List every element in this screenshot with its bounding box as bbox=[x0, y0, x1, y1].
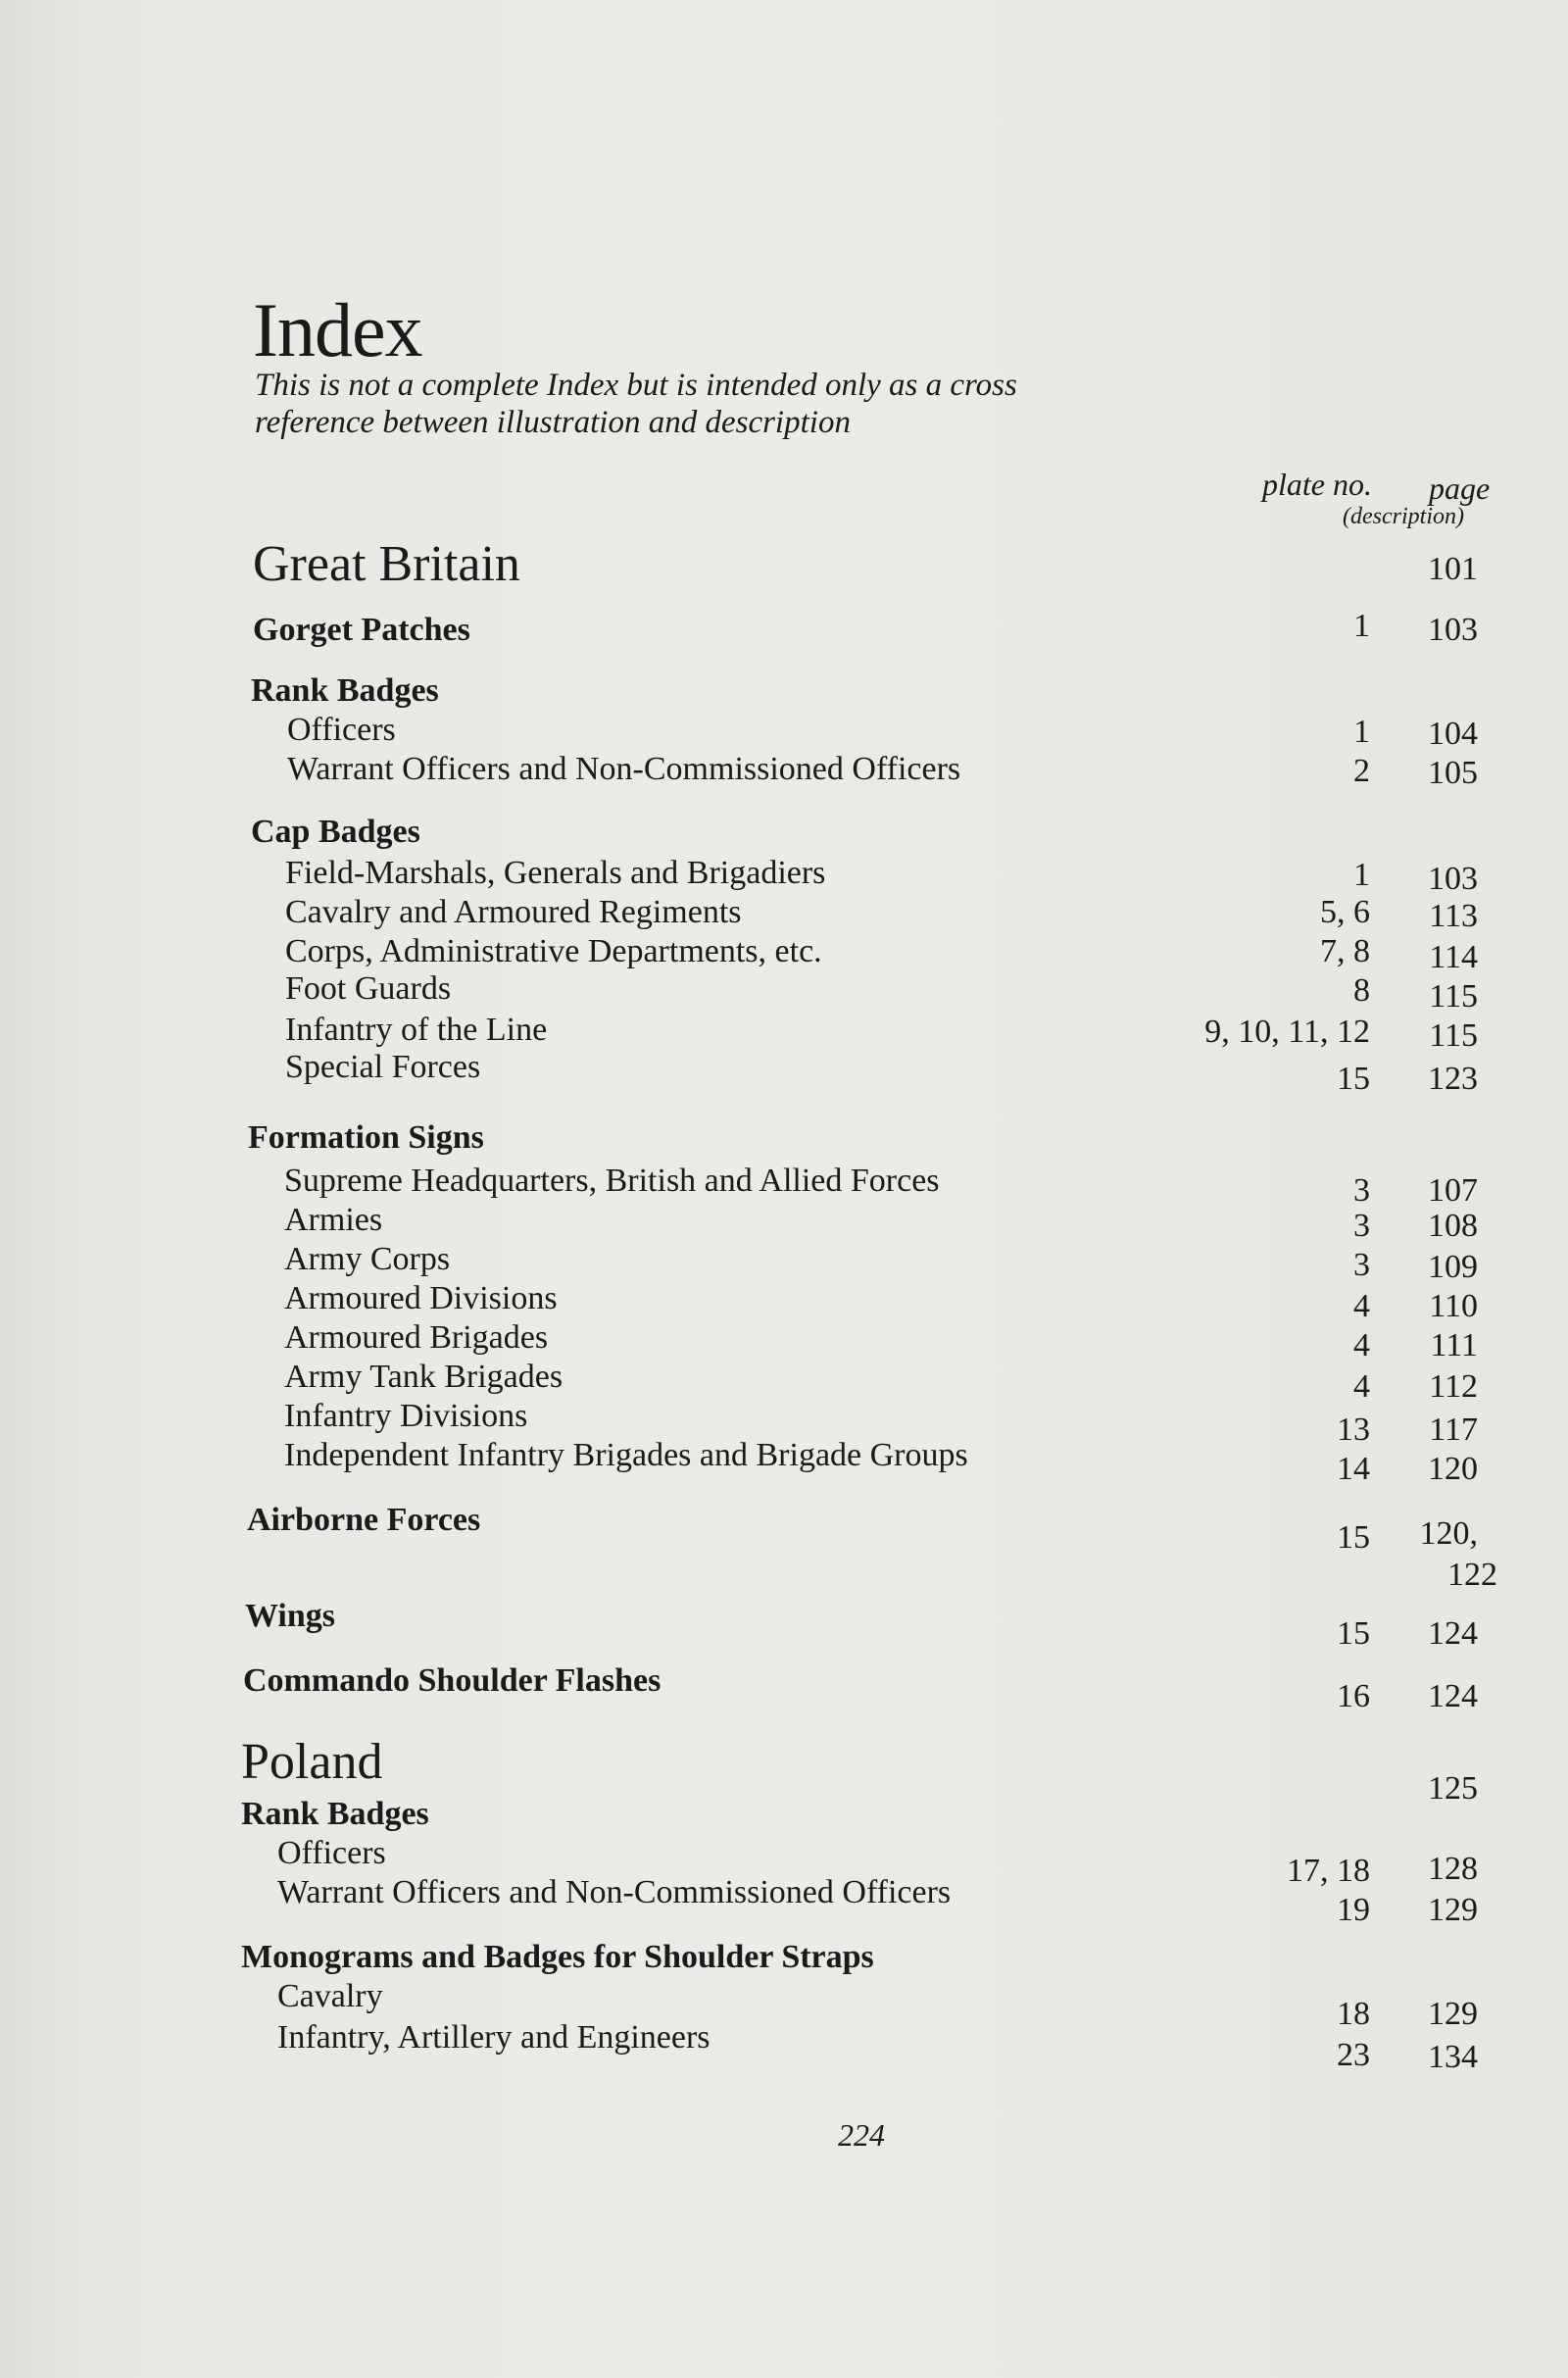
page-reference: 107 bbox=[1428, 1172, 1478, 1209]
index-item: Warrant Officers and Non-Commissioned Officers bbox=[277, 1874, 952, 1910]
index-title: Index bbox=[253, 287, 422, 372]
page-column-subheader: (description) bbox=[1343, 504, 1464, 529]
plate-number: 4 bbox=[1353, 1288, 1370, 1324]
plate-number: 17, 18 bbox=[1287, 1853, 1370, 1889]
section-heading: Cap Badges bbox=[251, 814, 420, 850]
country-heading: Great Britain bbox=[253, 536, 520, 592]
index-item: Cavalry and Armoured Regiments bbox=[285, 894, 742, 930]
index-item: Foot Guards bbox=[285, 970, 452, 1007]
page-reference: 120, bbox=[1419, 1515, 1478, 1552]
page-reference: 128 bbox=[1428, 1851, 1478, 1887]
page-reference: 115 bbox=[1429, 1017, 1478, 1054]
plate-number: 13 bbox=[1337, 1412, 1370, 1448]
index-item: Infantry Divisions bbox=[284, 1398, 528, 1434]
page-reference: 113 bbox=[1429, 898, 1478, 934]
page-reference: 109 bbox=[1428, 1249, 1478, 1285]
plate-number: 19 bbox=[1337, 1892, 1370, 1928]
page-reference: 115 bbox=[1429, 978, 1478, 1015]
page-reference: 108 bbox=[1428, 1208, 1478, 1244]
index-item: Officers bbox=[287, 712, 396, 748]
index-item: Warrant Officers and Non-Commissioned Officers bbox=[287, 751, 961, 787]
page-reference: 124 bbox=[1428, 1615, 1478, 1652]
plate-number: 3 bbox=[1353, 1247, 1370, 1283]
page-reference: 103 bbox=[1428, 612, 1478, 648]
plate-number: 4 bbox=[1353, 1368, 1370, 1405]
page-reference: 117 bbox=[1429, 1412, 1478, 1448]
page-reference: 129 bbox=[1428, 1996, 1478, 2032]
index-item: Infantry, Artillery and Engineers bbox=[277, 2019, 710, 2056]
index-item: Armoured Divisions bbox=[284, 1280, 558, 1316]
page-reference: 129 bbox=[1428, 1892, 1478, 1928]
section-heading: Rank Badges bbox=[241, 1796, 429, 1832]
plate-number: 18 bbox=[1337, 1996, 1370, 2032]
page-reference: 111 bbox=[1430, 1327, 1478, 1363]
section-heading: Formation Signs bbox=[248, 1119, 484, 1156]
index-item: Cavalry bbox=[277, 1978, 383, 2014]
page-reference: 104 bbox=[1428, 716, 1478, 752]
index-item: Independent Infantry Brigades and Brigade Groups bbox=[284, 1437, 968, 1473]
page-reference: 122 bbox=[1447, 1557, 1497, 1593]
section-heading: Airborne Forces bbox=[247, 1502, 481, 1538]
plate-number: 9, 10, 11, 12 bbox=[1204, 1014, 1370, 1050]
index-item: Field-Marshals, Generals and Brigadiers bbox=[285, 855, 826, 891]
page-reference: 134 bbox=[1428, 2039, 1478, 2075]
page-column-header: page bbox=[1429, 471, 1491, 506]
index-item: Army Corps bbox=[284, 1241, 451, 1277]
index-item: Armies bbox=[284, 1202, 383, 1238]
plate-column-header: plate no. bbox=[1262, 467, 1372, 502]
plate-number: 15 bbox=[1337, 1615, 1370, 1652]
plate-number: 3 bbox=[1353, 1172, 1370, 1209]
page-reference: 114 bbox=[1429, 939, 1478, 975]
index-item: Army Tank Brigades bbox=[284, 1359, 564, 1395]
section-heading: Wings bbox=[245, 1598, 335, 1634]
index-item: Corps, Administrative Departments, etc. bbox=[285, 933, 822, 969]
plate-number: 1 bbox=[1353, 857, 1370, 893]
index-item: Special Forces bbox=[285, 1049, 481, 1085]
index-subtitle: This is not a complete Index but is intended only as a cross reference between illustration and description bbox=[255, 368, 1017, 440]
plate-number: 3 bbox=[1353, 1208, 1370, 1244]
plate-number: 16 bbox=[1337, 1678, 1370, 1714]
plate-number: 15 bbox=[1337, 1519, 1370, 1556]
page-reference: 103 bbox=[1428, 861, 1478, 897]
page-reference: 125 bbox=[1428, 1770, 1478, 1807]
page-reference: 112 bbox=[1429, 1368, 1478, 1405]
index-item: Infantry of the Line bbox=[285, 1012, 548, 1048]
page-reference: 110 bbox=[1429, 1288, 1478, 1324]
section-heading: Monograms and Badges for Shoulder Straps bbox=[241, 1939, 874, 1975]
plate-number: 7, 8 bbox=[1320, 933, 1370, 969]
plate-number: 4 bbox=[1353, 1327, 1370, 1363]
plate-number: 5, 6 bbox=[1320, 894, 1370, 930]
plate-number: 1 bbox=[1353, 608, 1370, 644]
page-reference: 101 bbox=[1428, 551, 1478, 587]
plate-number: 14 bbox=[1337, 1451, 1370, 1487]
page-number: 224 bbox=[838, 2117, 885, 2153]
section-heading: Gorget Patches bbox=[253, 612, 470, 648]
plate-number: 2 bbox=[1353, 753, 1370, 789]
section-heading: Commando Shoulder Flashes bbox=[243, 1662, 662, 1699]
page-reference: 124 bbox=[1428, 1678, 1478, 1714]
index-item: Armoured Brigades bbox=[284, 1319, 549, 1356]
plate-number: 8 bbox=[1353, 972, 1370, 1009]
page-reference: 123 bbox=[1428, 1061, 1478, 1097]
plate-number: 15 bbox=[1337, 1061, 1370, 1097]
section-heading: Rank Badges bbox=[251, 672, 439, 709]
plate-number: 1 bbox=[1353, 714, 1370, 750]
plate-number: 23 bbox=[1337, 2037, 1370, 2073]
index-item: Supreme Headquarters, British and Allied Forces bbox=[284, 1163, 940, 1199]
page-reference: 105 bbox=[1428, 755, 1478, 791]
page-reference: 120 bbox=[1428, 1451, 1478, 1487]
country-heading: Poland bbox=[241, 1734, 383, 1790]
index-item: Officers bbox=[277, 1835, 386, 1871]
